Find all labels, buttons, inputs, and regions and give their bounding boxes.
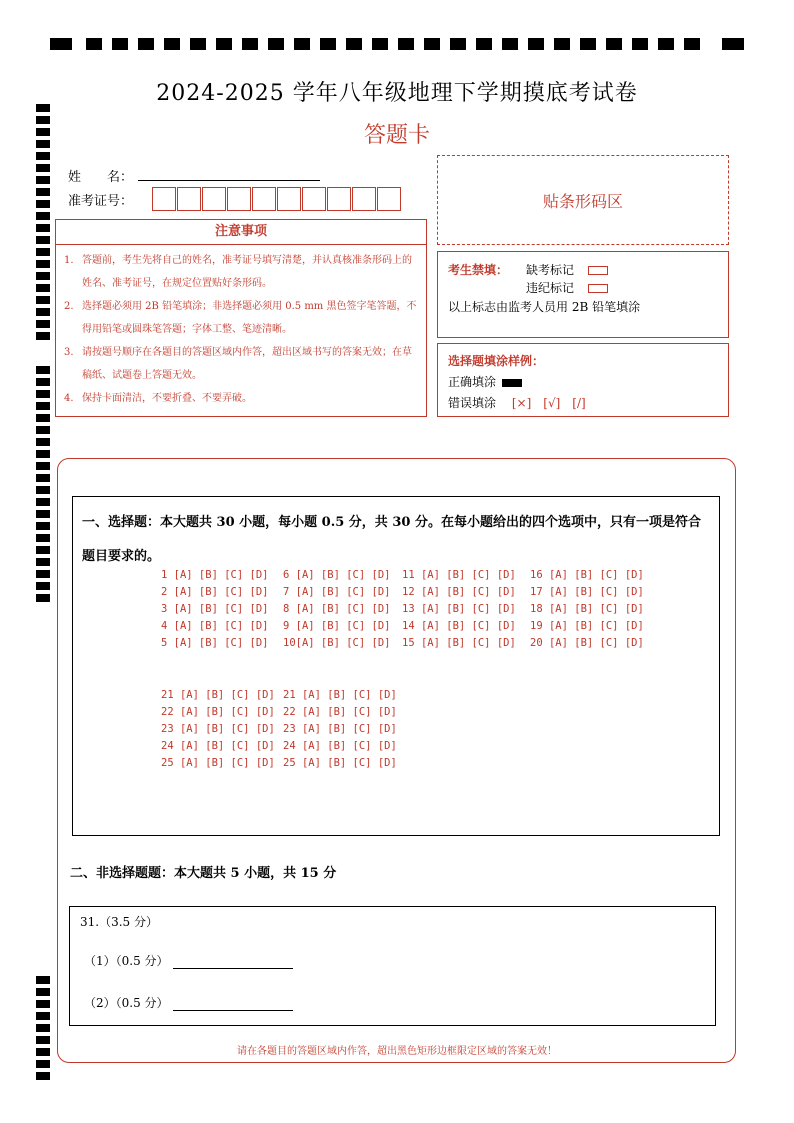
choice-row[interactable]: 8 [A] [B] [C] [D] [283,603,391,615]
notice-box [55,219,427,417]
choice-row[interactable]: 18 [A] [B] [C] [D] [530,603,644,615]
choice-row[interactable]: 13 [A] [B] [C] [D] [402,603,516,615]
choice-row[interactable]: 19 [A] [B] [C] [D] [530,620,644,632]
violation-mark-box[interactable] [588,284,608,293]
footer-warning: 请在各题目的答题区域内作答，超出黑色矩形边框限定区域的答案无效！ [237,1046,557,1057]
choice-row[interactable]: 14 [A] [B] [C] [D] [402,620,516,632]
id-box[interactable] [277,187,301,211]
choice-row[interactable]: 9 [A] [B] [C] [D] [283,620,391,632]
choice-row[interactable]: 23 [A] [B] [C] [D] [283,723,397,735]
wrong-fill-label: 错误填涂 [448,396,497,410]
id-box[interactable] [377,187,401,211]
id-box[interactable] [252,187,276,211]
question-31-part-1-answer-line[interactable] [173,956,293,969]
question-31-part-2-label: （2）（0.5 分） [84,996,169,1010]
choice-row[interactable]: 17 [A] [B] [C] [D] [530,586,644,598]
choice-row[interactable]: 25 [A] [B] [C] [D] [283,757,397,769]
notice-title: 注意事项 [56,220,426,245]
example-title: 选择题填涂样例： [448,354,545,368]
name-label: 姓 名： [68,170,134,185]
choice-row[interactable]: 6 [A] [B] [C] [D] [283,569,391,581]
choice-row[interactable]: 25 [A] [B] [C] [D] [161,757,275,769]
id-box[interactable] [152,187,176,211]
choice-row[interactable]: 15 [A] [B] [C] [D] [402,637,516,649]
id-box[interactable] [202,187,226,211]
name-field[interactable] [138,180,320,181]
choice-row[interactable]: 12 [A] [B] [C] [D] [402,586,516,598]
fill-example-box [437,343,729,417]
id-box[interactable] [352,187,376,211]
barcode-label: 贴条形码区 [542,191,623,211]
choice-row[interactable]: 21 [A] [B] [C] [D] [161,689,275,701]
choice-section-title: 一、选择题：本大题共 30 小题，每小题 0.5 分，共 30 分。在每小题给出的四个选项中，只有一项是符合题目要求的。 [82,515,701,564]
question-31-part-1-label: （1）（0.5 分） [84,954,169,968]
violation-label: 违纪标记 [526,281,575,295]
answer-card-subtitle: 答题卡 [363,123,430,148]
question-31-box [69,906,716,1026]
choice-row[interactable]: 24 [A] [B] [C] [D] [161,740,275,752]
choice-row[interactable]: 21 [A] [B] [C] [D] [283,689,397,701]
id-label: 准考证号： [68,194,134,209]
choice-row[interactable]: 5 [A] [B] [C] [D] [161,637,269,649]
choice-row[interactable]: 4 [A] [B] [C] [D] [161,620,269,632]
id-box[interactable] [227,187,251,211]
correct-fill-label: 正确填涂 [448,375,497,389]
absent-label: 缺考标记 [526,263,575,277]
question-31-title: 31.（3.5 分） [80,915,158,929]
id-box[interactable] [302,187,326,211]
id-box[interactable] [177,187,201,211]
absent-mark-box[interactable] [588,266,608,275]
choice-row[interactable]: 22 [A] [B] [C] [D] [161,706,275,718]
choice-row[interactable]: 7 [A] [B] [C] [D] [283,586,391,598]
notice-item: 1. 答题前，考生先将自己的姓名，准考证号填写清楚，并认真核准条形码上的姓名、准考证号，在规定位置贴好条形码。 [64,255,412,289]
id-number-boxes[interactable] [152,187,402,211]
choice-row[interactable]: 1 [A] [B] [C] [D] [161,569,269,581]
choice-row[interactable]: 20 [A] [B] [C] [D] [530,637,644,649]
choice-row[interactable]: 2 [A] [B] [C] [D] [161,586,269,598]
question-31-part-2-answer-line[interactable] [173,998,293,1011]
wrong-fill-samples: [×] [√] [/] [511,396,586,410]
ban-note: 以上标志由监考人员用 2B 铅笔填涂 [448,300,641,314]
ban-title: 考生禁填： [448,263,509,277]
choice-row[interactable]: 23 [A] [B] [C] [D] [161,723,275,735]
choice-row[interactable]: 24 [A] [B] [C] [D] [283,740,397,752]
choice-row[interactable]: 16 [A] [B] [C] [D] [530,569,644,581]
notice-item: 3. 请按题号顺序在各题目的答题区域内作答，超出区域书写的答案无效；在草稿纸、试题卷上答题无效。 [64,347,412,381]
choice-row[interactable]: 3 [A] [B] [C] [D] [161,603,269,615]
non-choice-section-title: 二、非选择题题：本大题共 5 小题，共 15 分 [70,866,337,881]
id-box[interactable] [327,187,351,211]
notice-item: 4. 保持卡面清洁，不要折叠、不要弄破。 [64,393,252,404]
correct-fill-sample [502,379,522,387]
barcode-area [437,155,729,245]
notice-item: 2. 选择题必须用 2B 铅笔填涂；非选择题必须用 0.5 mm 黑色签字笔答题，不得用铅笔或圆珠笔答题；字体工整、笔迹清晰。 [64,301,417,335]
choice-row[interactable]: 10[A] [B] [C] [D] [283,637,391,649]
page-title: 2024-2025 学年八年级地理下学期摸底考试卷 [156,81,638,106]
choice-row[interactable]: 11 [A] [B] [C] [D] [402,569,516,581]
examiner-only-box [437,251,729,338]
choice-row[interactable]: 22 [A] [B] [C] [D] [283,706,397,718]
